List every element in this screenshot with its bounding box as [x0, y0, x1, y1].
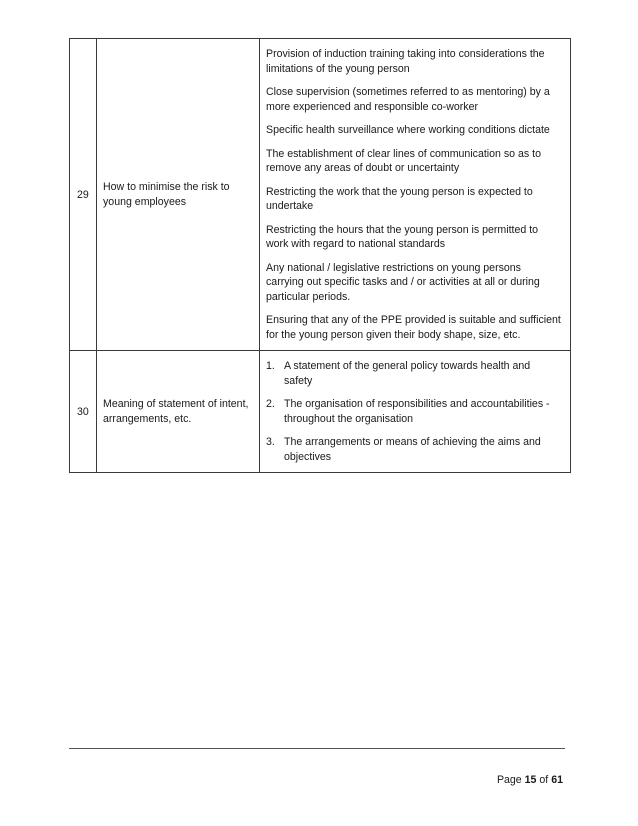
table-row	[70, 39, 571, 351]
row-number: 29	[70, 39, 97, 351]
answer-paragraph: Any national / legislative restrictions on young persons carrying out specific tasks and / or activities at all or during particular periods.	[266, 261, 540, 303]
answer-paragraph: Specific health surveillance where working conditions dictate	[266, 124, 550, 136]
answer-list	[266, 359, 561, 464]
list-item-number: 2.	[266, 398, 275, 410]
list-item-text: A statement of the general policy towards health and safety	[284, 360, 531, 387]
answer-paragraph: Restricting the hours that the young person is permitted to work with regard to national standards	[266, 223, 539, 250]
page-total: 61	[551, 774, 563, 786]
answer-paragraph: The establishment of clear lines of communication so as to remove any areas of doubt or uncertainty	[266, 147, 541, 174]
page-current: 15	[524, 774, 537, 786]
row-answer	[260, 351, 571, 473]
row-answer	[260, 39, 571, 351]
row-topic: Meaning of statement of intent, arrangements, etc.	[97, 351, 260, 473]
list-item-text: The organisation of responsibilities and accountabilities - throughout the organisation	[284, 398, 550, 425]
answer-paragraph: Provision of induction training taking into considerations the limitations of the young person	[266, 48, 545, 75]
page-number	[497, 774, 563, 786]
page-label: Page	[496, 774, 522, 786]
table-row	[70, 351, 571, 473]
list-item	[266, 359, 561, 388]
list-item	[266, 397, 561, 426]
answer-paragraph: Close supervision (sometimes referred to as mentoring) by a more experienced and responsible co-worker	[266, 86, 550, 113]
footer-divider	[69, 748, 565, 749]
answer-paragraph: Ensuring that any of the PPE provided is suitable and sufficient for the young person given their body shape, size, etc.	[266, 314, 561, 341]
answer-paragraph: Restricting the work that the young person is expected to undertake	[266, 185, 533, 212]
list-item-text: The arrangements or means of achieving the aims and objectives	[284, 436, 541, 463]
list-item-number: 1.	[266, 360, 275, 372]
page-of: of	[539, 774, 549, 786]
row-topic: How to minimise the risk to young employees	[97, 39, 260, 351]
list-item-number: 3.	[266, 436, 275, 448]
list-item	[266, 435, 561, 464]
row-number: 30	[70, 351, 97, 473]
qa-table	[69, 38, 571, 473]
